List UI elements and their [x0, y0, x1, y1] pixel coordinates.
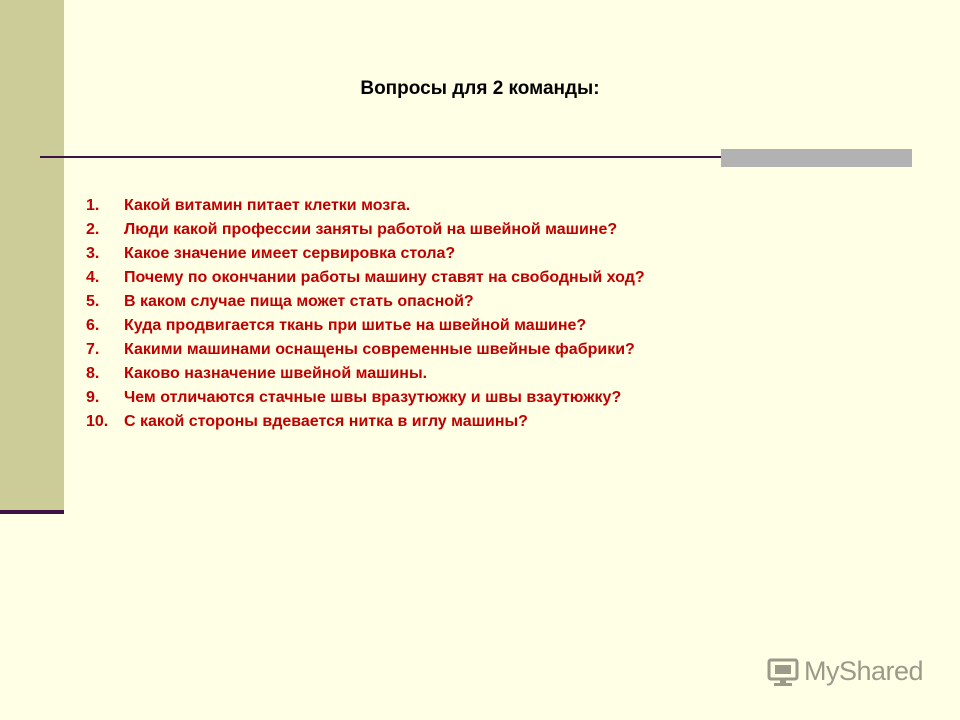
question-item: [86, 290, 645, 314]
question-item: [86, 194, 645, 218]
question-item: [86, 314, 645, 338]
question-number: 3.: [86, 245, 100, 262]
question-text: Какой витамин питает клетки мозга.: [124, 197, 411, 214]
question-number: 7.: [86, 341, 100, 358]
question-number: 1.: [86, 197, 100, 214]
question-item: [86, 242, 645, 266]
question-text: Каково назначение швейной машины.: [124, 365, 428, 382]
question-item: [86, 410, 645, 434]
question-text: Какое значение имеет сервировка стола?: [124, 245, 456, 262]
slide-title: Вопросы для 2 команды:: [360, 78, 600, 99]
question-number: 4.: [86, 269, 100, 286]
questions-list: [86, 194, 645, 434]
question-number: 9.: [86, 389, 100, 406]
left-decorative-bar: [0, 0, 64, 510]
question-number: 8.: [86, 365, 100, 382]
question-text: Почему по окончании работы машину ставят на свободный ход?: [124, 269, 645, 286]
question-number: 10.: [86, 413, 109, 430]
question-text: Куда продвигается ткань при шитье на швейной машине?: [124, 317, 587, 334]
question-item: [86, 218, 645, 242]
question-text: Какими машинами оснащены современные швейные фабрики?: [124, 341, 635, 358]
question-text: Чем отличаются стачные швы вразутюжку и швы взаутюжку?: [124, 389, 622, 406]
watermark-text: MyShared: [804, 656, 924, 686]
question-item: [86, 386, 645, 410]
left-bar-underline: [0, 510, 64, 514]
question-text: С какой стороны вдевается нитка в иглу машины?: [124, 413, 528, 430]
question-item: [86, 338, 645, 362]
question-number: 5.: [86, 293, 100, 310]
question-text: Люди какой профессии заняты работой на швейной машине?: [124, 221, 618, 238]
question-text: В каком случае пища может стать опасной?: [124, 293, 474, 310]
monitor-icon: [766, 657, 800, 687]
question-item: [86, 362, 645, 386]
divider-gray-block: [721, 149, 912, 167]
question-number: 2.: [86, 221, 100, 238]
question-item: [86, 266, 645, 290]
myshared-watermark: [766, 656, 923, 687]
question-number: 6.: [86, 317, 100, 334]
